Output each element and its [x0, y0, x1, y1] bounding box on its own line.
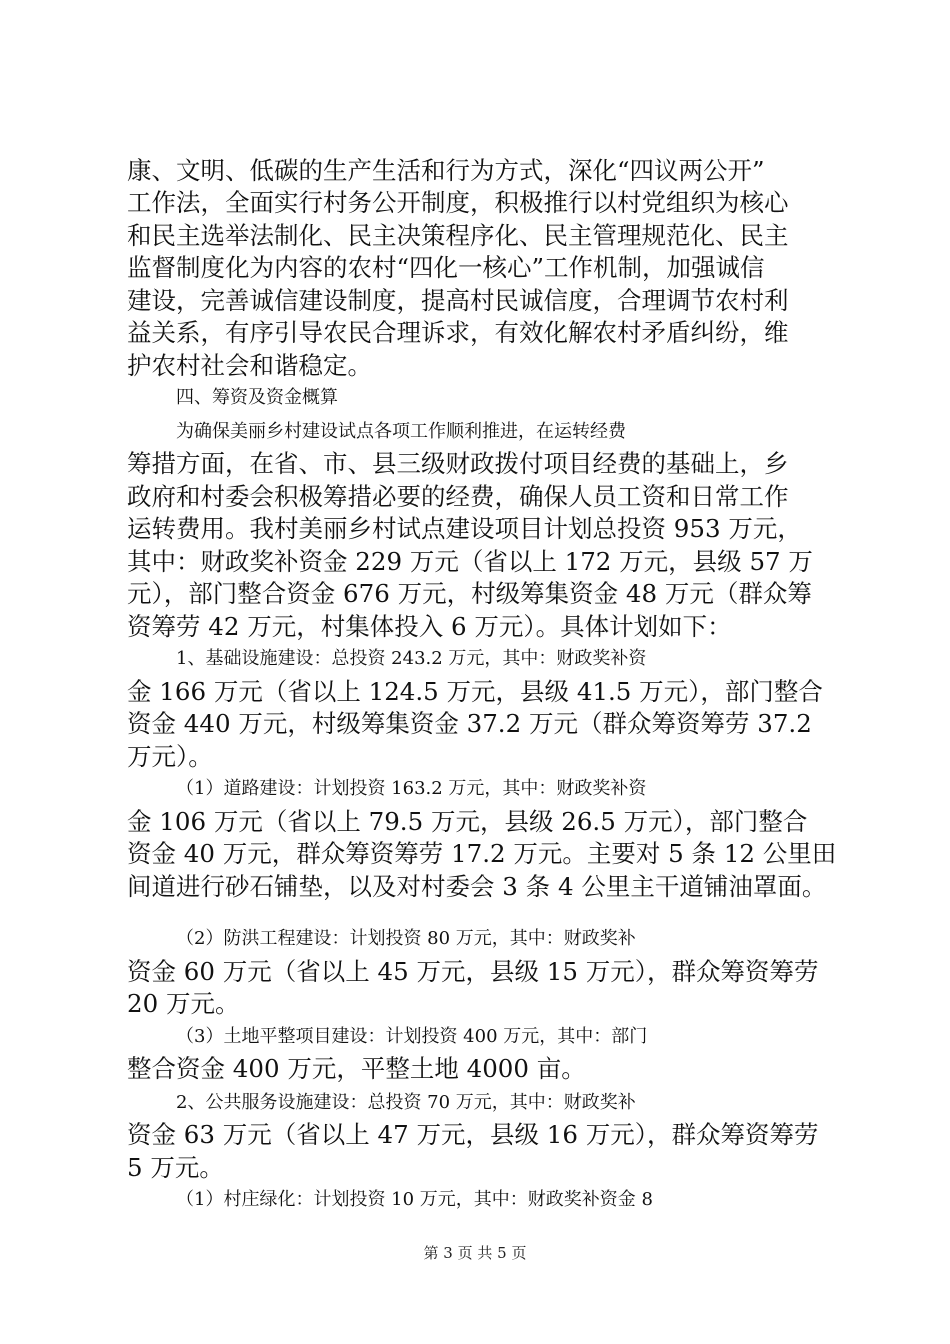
text-line: 金 106 万元（省以上 79.5 万元，县级 26.5 万元），部门整合 — [127, 807, 808, 836]
text-line: （1）道路建设：计划投资 163.2 万元，其中：财政奖补资 — [176, 778, 647, 799]
text-line: 资金 40 万元，群众筹资筹劳 17.2 万元。主要对 5 条 12 公里田 — [127, 839, 837, 868]
text-line: 5 万元。 — [127, 1153, 224, 1182]
text-line: 益关系，有序引导农民合理诉求，有效化解农村矛盾纠纷，维 — [127, 318, 789, 347]
text-line: 工作法，全面实行村务公开制度，积极推行以村党组织为核心 — [127, 188, 789, 217]
text-line: 资金 63 万元（省以上 47 万元，县级 16 万元），群众筹资筹劳 — [127, 1120, 819, 1149]
text-line: 为确保美丽乡村建设试点各项工作顺利推进，在运转经费 — [176, 421, 626, 442]
text-line: 资金 60 万元（省以上 45 万元，县级 15 万元），群众筹资筹劳 — [127, 957, 819, 986]
text-line: 整合资金 400 万元，平整土地 4000 亩。 — [127, 1054, 586, 1083]
text-line: （2）防洪工程建设：计划投资 80 万元，其中：财政奖补 — [176, 928, 636, 949]
page-footer: 第 3 页 共 5 页 — [423, 1244, 527, 1262]
text-line: 元），部门整合资金 676 万元，村级筹集资金 48 万元（群众筹 — [127, 579, 812, 608]
text-line: 监督制度化为内容的农村“四化一核心”工作机制，加强诚信 — [127, 253, 765, 282]
text-line: 建设，完善诚信建设制度，提高村民诚信度，合理调节农村利 — [127, 286, 789, 315]
text-line: 和民主选举法制化、民主决策程序化、民主管理规范化、民主 — [127, 221, 789, 250]
text-line: 资筹劳 42 万元，村集体投入 6 万元）。具体计划如下： — [127, 612, 732, 641]
text-line: 运转费用。我村美丽乡村试点建设项目计划总投资 953 万元， — [127, 514, 802, 543]
text-line: 筹措方面，在省、市、县三级财政拨付项目经费的基础上，乡 — [127, 449, 789, 478]
text-line: 康、文明、低碳的生产生活和行为方式，深化“四议两公开” — [127, 156, 765, 185]
text-line: 金 166 万元（省以上 124.5 万元，县级 41.5 万元），部门整合 — [127, 677, 823, 706]
text-line: （3）土地平整项目建设：计划投资 400 万元，其中：部门 — [176, 1026, 648, 1047]
text-line: 间道进行砂石铺垫，以及对村委会 3 条 4 公里主干道铺油罩面。 — [127, 872, 827, 901]
text-line: 四、筹资及资金概算 — [176, 387, 338, 408]
text-line: 万元）。 — [127, 742, 213, 771]
text-line: 其中：财政奖补资金 229 万元（省以上 172 万元，县级 57 万 — [127, 547, 813, 576]
text-line: 政府和村委会积极筹措必要的经费，确保人员工资和日常工作 — [127, 482, 789, 511]
text-line: 20 万元。 — [127, 989, 240, 1018]
text-line: 护农村社会和谐稳定。 — [127, 351, 372, 380]
text-line: （1）村庄绿化：计划投资 10 万元，其中：财政奖补资金 8 — [176, 1189, 653, 1210]
text-line: 1、基础设施建设：总投资 243.2 万元，其中：财政奖补资 — [176, 648, 647, 669]
text-line: 资金 440 万元，村级筹集资金 37.2 万元（群众筹资筹劳 37.2 — [127, 709, 812, 738]
text-line: 2、公共服务设施建设：总投资 70 万元，其中：财政奖补 — [176, 1092, 636, 1113]
